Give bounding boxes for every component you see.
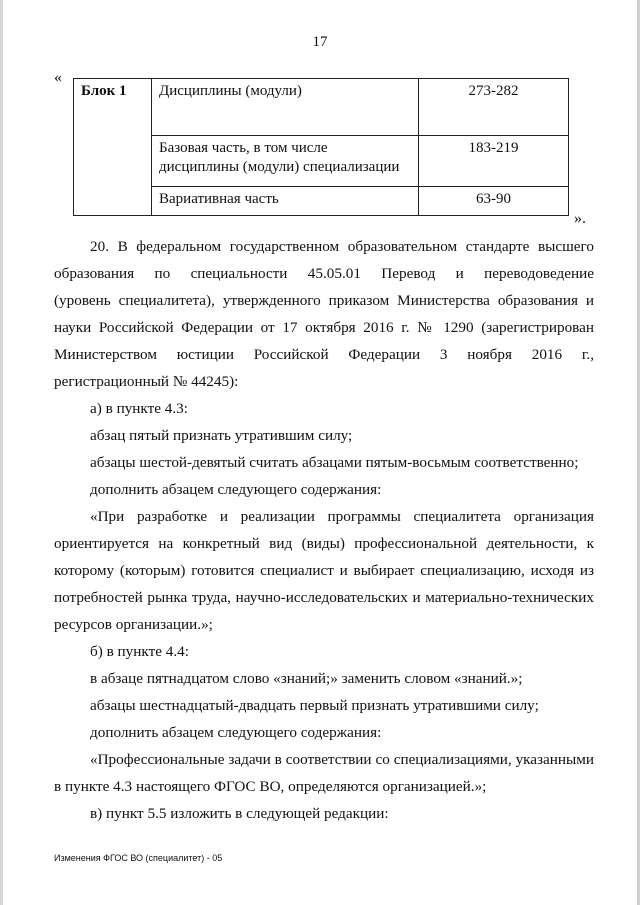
quote-1-line: потребностей рынка труда, научно-исследовательских и материально-технических xyxy=(54,589,594,606)
subpoint-a-item: абзац пятый признать утратившим силу; xyxy=(90,427,353,444)
row-name: Дисциплины (модули) xyxy=(152,79,419,136)
quote-1-line: «При разработке и реализации программы специалитета организация xyxy=(90,508,594,525)
subpoint-a-item: дополнить абзацем следующего содержания: xyxy=(90,481,382,498)
table-row xyxy=(74,79,569,136)
quote-1-line: которому (которым) готовится специалист и выбирает специализацию, исходя из xyxy=(54,562,594,579)
body-text xyxy=(54,233,594,827)
paragraph-20-line: Министерством юстиции Российской Федерации 3 ноября 2016 г., xyxy=(54,346,594,363)
closing-quote: ». xyxy=(574,210,586,227)
subpoint-c: в) пункт 5.5 изложить в следующей редакции: xyxy=(90,805,389,822)
row-value: 63-90 xyxy=(419,187,569,216)
curriculum-table xyxy=(73,78,569,216)
page-number: 17 xyxy=(312,34,328,50)
footer-note: Изменения ФГОС ВО (специалитет) - 05 xyxy=(54,853,223,863)
subpoint-b-item: дополнить абзацем следующего содержания: xyxy=(90,724,382,741)
paragraph-20-line: регистрационный № 44245): xyxy=(54,373,239,390)
subpoint-b-item: абзацы шестнадцатый-двадцать первый признать утратившими силу; xyxy=(90,697,539,714)
paragraph-20-line: образования по специальности 45.05.01 Перевод и переводоведение xyxy=(54,265,594,282)
row-value: 183-219 xyxy=(419,136,569,187)
quote-1-line: ориентируется на конкретный вид (виды) профессиональной деятельности, к xyxy=(54,535,594,552)
quote-1-line: ресурсов организации.»; xyxy=(54,616,213,633)
row-value: 273-282 xyxy=(419,79,569,136)
paragraph-20-line: науки Российской Федерации от 17 октября 2016 г. № 1290 (зарегистрирован xyxy=(54,319,594,336)
subpoint-b-item: в абзаце пятнадцатом слово «знаний;» заменить словом «знаний.»; xyxy=(90,670,523,687)
subpoint-a: а) в пункте 4.3: xyxy=(90,400,188,417)
subpoint-a-item: абзацы шестой-девятый считать абзацами пятым-восьмым соответственно; xyxy=(90,454,579,471)
block-label: Блок 1 xyxy=(74,79,152,216)
scan-edge-left xyxy=(0,0,3,905)
paragraph-20-line: 20. В федеральном государственном образовательном стандарте высшего xyxy=(90,238,594,255)
quote-2-line: «Профессиональные задачи в соответствии со специализациями, указанными xyxy=(90,751,594,768)
paragraph-20-line: (уровень специалитета), утвержденного приказом Министерства образования и xyxy=(54,292,594,309)
row-name: Вариативная часть xyxy=(152,187,419,216)
subpoint-b: б) в пункте 4.4: xyxy=(90,643,189,660)
row-name: Базовая часть, в том числе дисциплины (модули) специализации xyxy=(152,136,419,187)
quote-2-line: в пункте 4.3 настоящего ФГОС ВО, определяются организацией.»; xyxy=(54,778,487,795)
opening-quote: « xyxy=(54,69,62,86)
